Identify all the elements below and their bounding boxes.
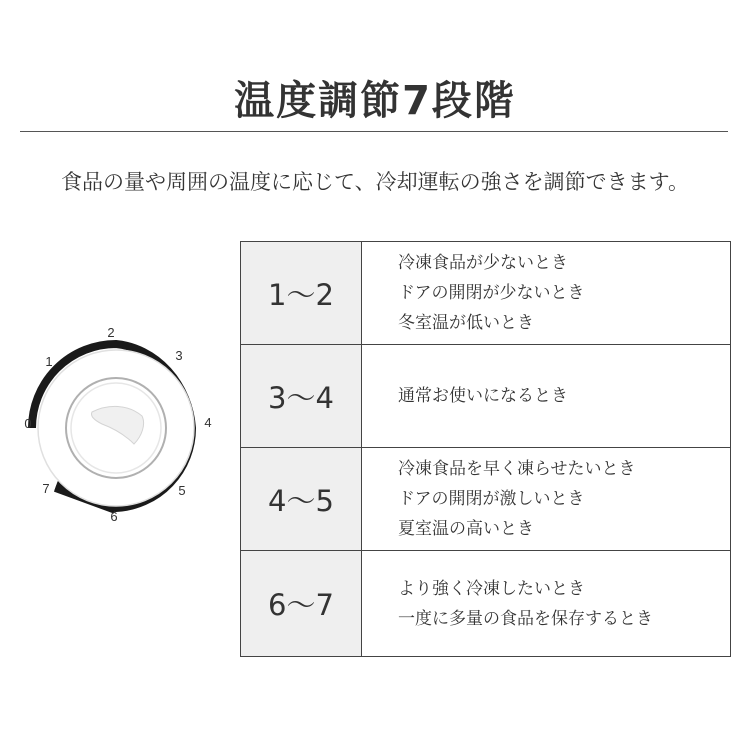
description-line: より強く冷凍したいとき: [398, 578, 585, 599]
dial-label-5: 5: [178, 483, 186, 498]
description-cell: [362, 448, 731, 550]
description-cell: [362, 242, 731, 344]
dial-label-4: 4: [204, 415, 212, 430]
description-line: 冷凍食品を早く凍らせたいとき: [398, 459, 636, 479]
dial-label-3: 3: [175, 348, 183, 363]
dial-label-6: 6: [110, 509, 118, 524]
table-row: [240, 448, 731, 551]
dial-label-2: 2: [107, 325, 115, 340]
temperature-table: [240, 241, 731, 655]
dial-label-0: 0: [24, 416, 32, 431]
table-row: [240, 242, 731, 345]
description-line: ドアの開閉が少ないとき: [398, 283, 585, 303]
description-cell: [362, 345, 731, 447]
dial-label-7: 7: [42, 481, 50, 496]
description-line: 夏室温の高いとき: [398, 519, 534, 539]
level-cell: 4～5: [240, 448, 362, 550]
temperature-dial: [18, 320, 218, 530]
description-line: ドアの開閉が激しいとき: [398, 489, 585, 509]
level-cell: 3～4: [240, 345, 362, 447]
description-line: 冷凍食品が少ないとき: [398, 253, 568, 273]
title-divider: [20, 131, 728, 132]
level-cell: 6～7: [240, 551, 362, 656]
level-cell: 1～2: [240, 242, 362, 344]
description-line: 通常お使いになるとき: [398, 386, 568, 406]
dial-label-1: 1: [45, 354, 53, 369]
table-row: [240, 345, 731, 448]
description-line: 一度に多量の食品を保存するとき: [398, 608, 653, 629]
page-title: 温度調節7段階: [234, 78, 516, 124]
page-subtitle: 食品の量や周囲の温度に応じて、冷却運転の強さを調節できます。: [61, 170, 689, 194]
description-cell: [362, 551, 731, 656]
description-line: 冬室温が低いとき: [398, 313, 534, 333]
table-row: [240, 551, 731, 657]
